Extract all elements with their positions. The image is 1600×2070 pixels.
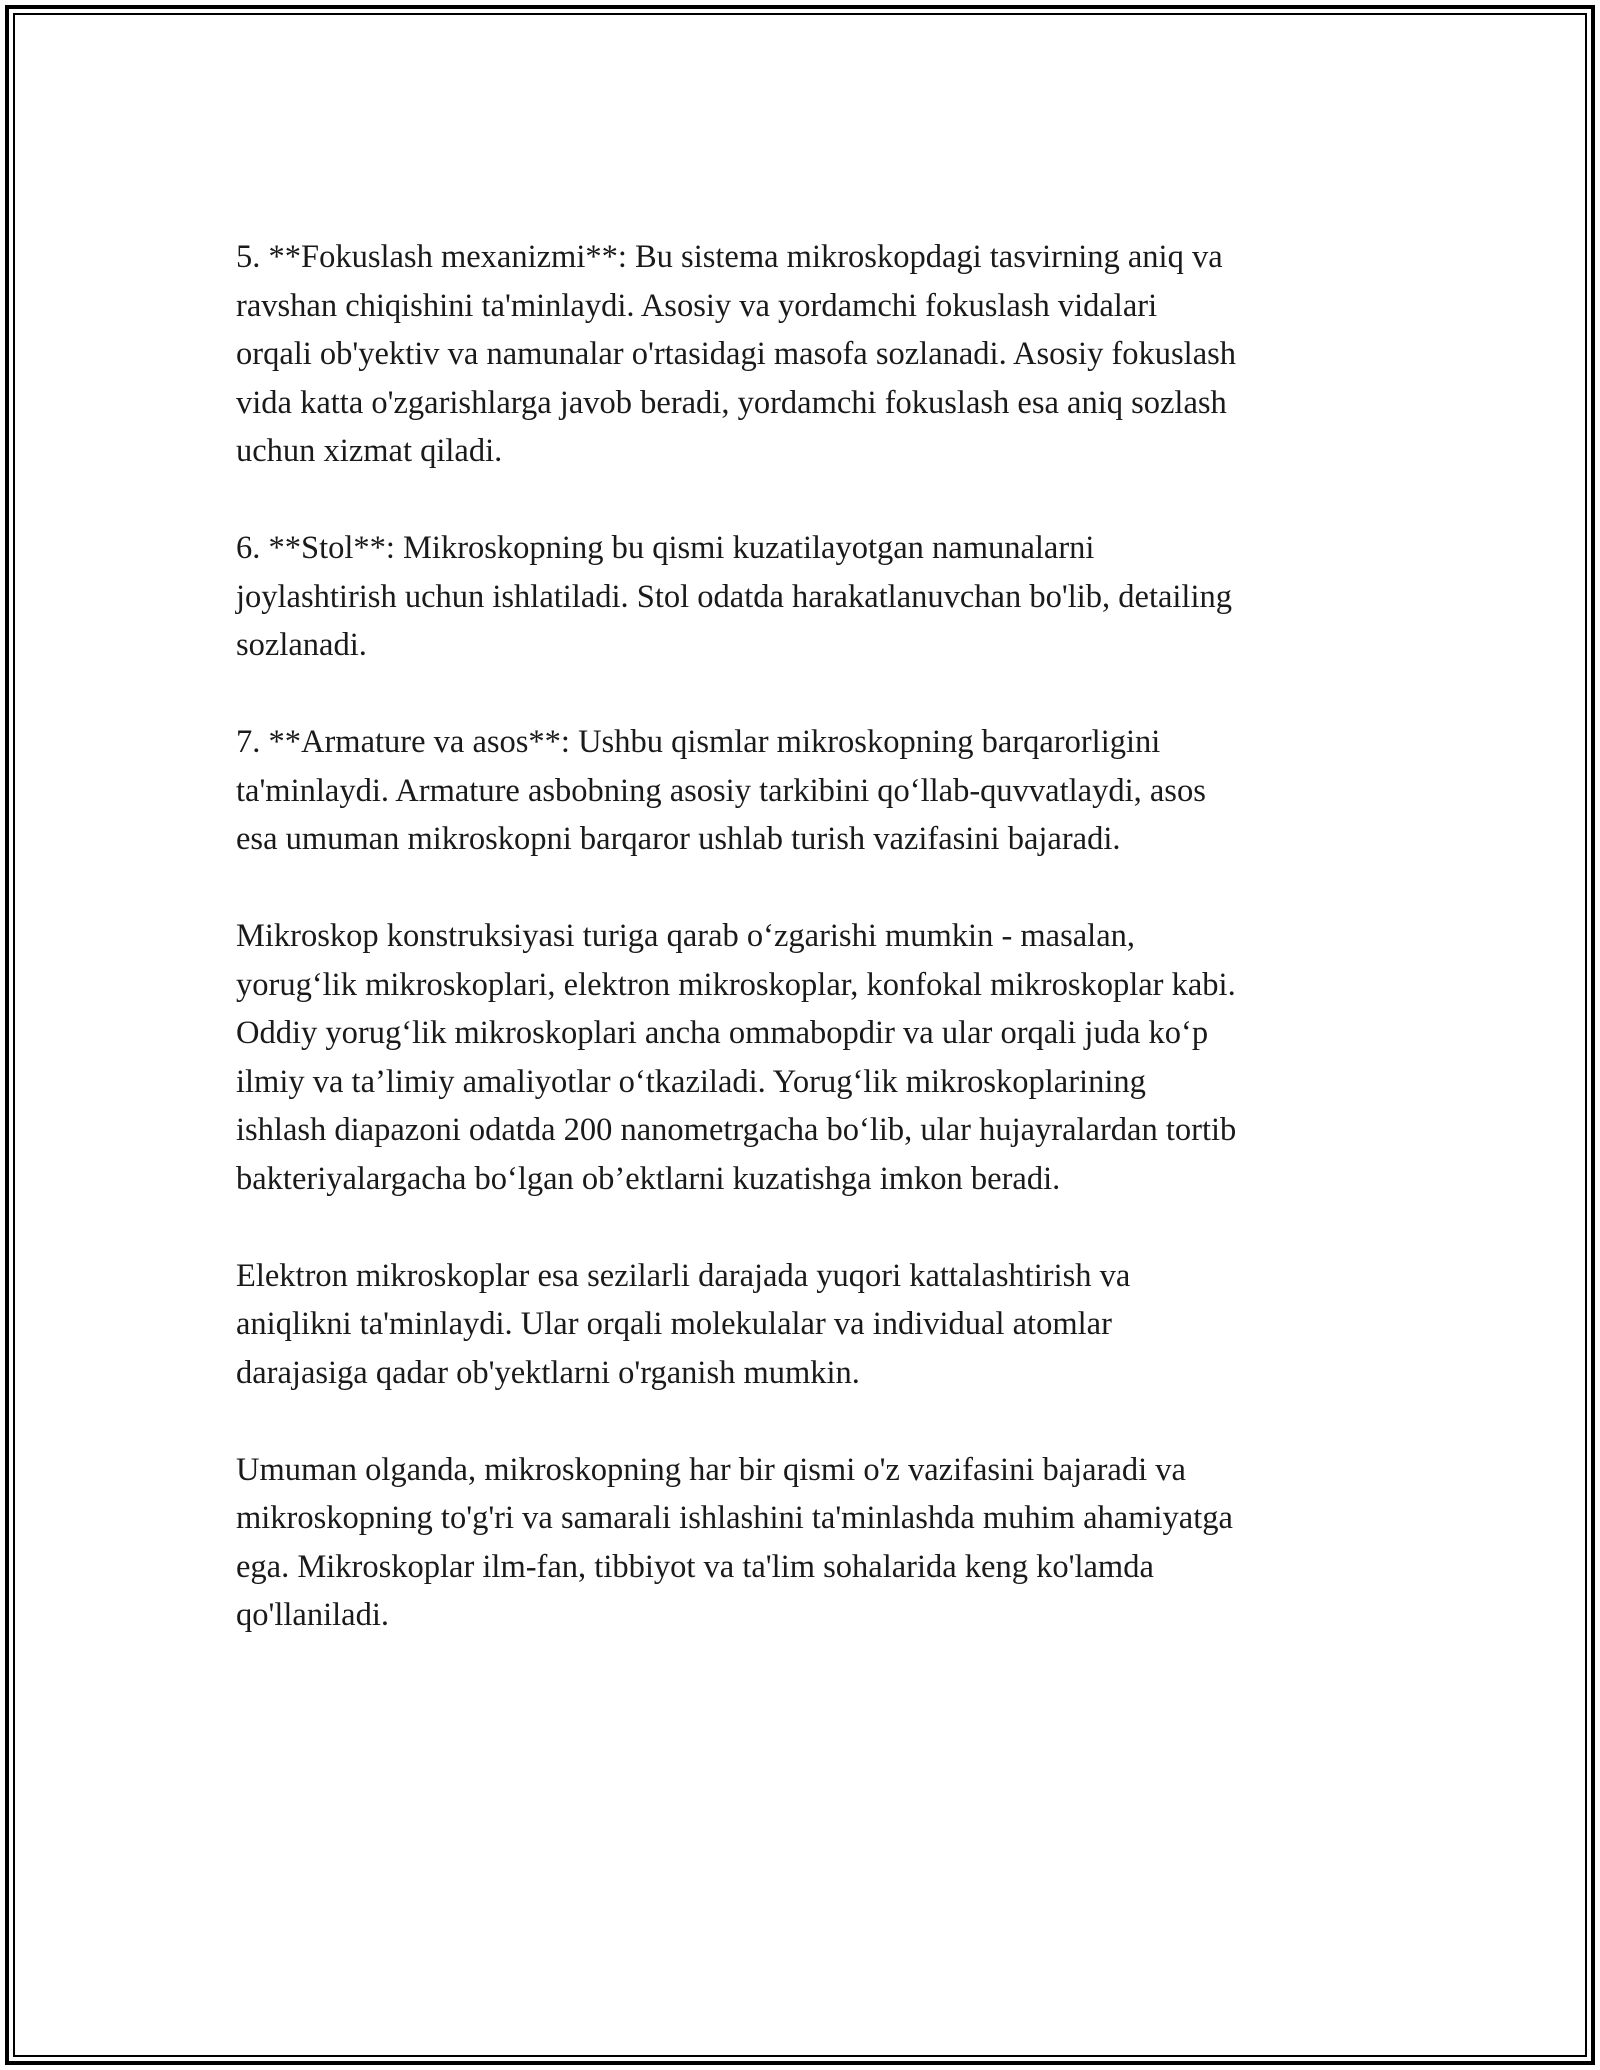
paragraph-focusing-mechanism: 5. **Fokuslash mexanizmi**: Bu sistema mikroskopdagi tasvirning aniq va ravshan chiqishini ta'minlaydi. Asosiy va yordamchi fokuslash vidalari orqali ob'yektiv va namunalar o'rtasidagi masofa sozlanadi. Asosiy fokuslash vida katta o'zgarishlarga javob beradi, yordamchi fokuslash esa aniq sozlash uchun xizmat qiladi. <box>236 239 1237 469</box>
paragraph-arm-and-base: 7. **Armature va asos**: Ushbu qismlar mikroskopning barqarorligini ta'minlaydi. Armature asbobning asosiy tarkibini qo‘llab-quvvatlaydi, asos esa umuman mikroskopni barqaror ushlab turish vazifasini bajaradi. <box>236 724 1206 857</box>
document-body <box>236 233 1386 1688</box>
paragraph-microscope-types: Mikroskop konstruksiyasi turiga qarab o‘zgarishi mumkin - masalan, yorug‘lik mikroskoplari, elektron mikroskoplar, konfokal mikroskoplar kabi. Oddiy yorug‘lik mikroskoplari ancha ommabopdir va ular orqali juda ko‘p ilmiy va ta’limiy amaliyotlar o‘tkaziladi. Yorug‘lik mikroskoplarining ishlash diapazoni odatda 200 nanometrgacha bo‘lib, ular hujayralardan tortib bakteriyalargacha bo‘lgan ob’ektlarni kuzatishga imkon beradi. <box>236 918 1237 1197</box>
paragraph-electron-microscopes: Elektron mikroskoplar esa sezilarli darajada yuqori kattalashtirish va aniqlikni ta'minlaydi. Ular orqali molekulalar va individual atomlar darajasiga qadar ob'yektlarni o'rganish mumkin. <box>236 1257 1131 1391</box>
paragraph-conclusion: Umuman olganda, mikroskopning har bir qismi o'z vazifasini bajaradi va mikroskopning to'g'ri va samarali ishlashini ta'minlashda muhim ahamiyatga ega. Mikroskoplar ilm-fan, tibbiyot va ta'lim sohalarida keng ko'lamda qo'llaniladi. <box>236 1451 1233 1633</box>
paragraph-stage: 6. **Stol**: Mikroskopning bu qismi kuzatilayotgan namunalarni joylashtirish uchun ishlatiladi. Stol odatda harakatlanuvchan bo'lib, detailing sozlanadi. <box>236 530 1232 663</box>
